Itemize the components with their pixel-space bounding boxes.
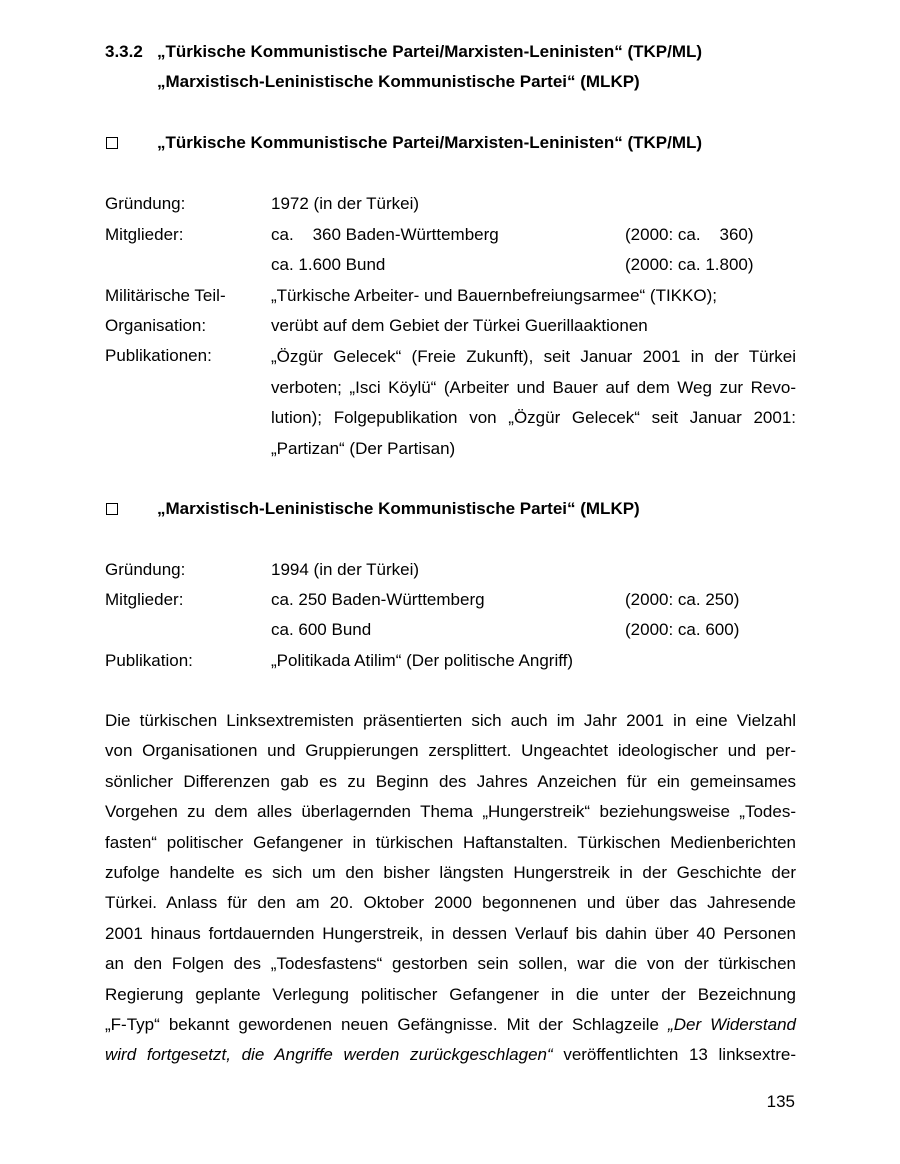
body-line: fasten“ politischer Gefangener in türkischen Haftanstalten. Türkischen Medienberichten	[105, 832, 796, 852]
body-line-12-end: veröffentlichten 13 linksextre-	[552, 1045, 796, 1065]
body-line: Regierung geplante Verlegung politischer Gefangener in die unter der Bezeichnung	[105, 984, 796, 1004]
body-line: Vorgehen zu dem alles überlagernden Thema „Hungerstreik“ beziehungsweise „Todes-	[105, 802, 796, 822]
body-line: an den Folgen des „Todesfastens“ gestorben sein sollen, war die von der türkischen	[105, 954, 796, 974]
section-number: 3.3.2	[105, 42, 143, 61]
body-line: Die türkischen Linksextremisten präsentierten sich auch im Jahr 2001 in eine Vielzahl	[105, 711, 796, 730]
body-line-mixed	[105, 1040, 796, 1070]
body-line-mixed	[105, 1010, 796, 1040]
checkbox-bullet-icon	[106, 137, 118, 149]
body-line: Türkei. Anlass für den am 20. Oktober 2000 begonnenen und über das Jahresende	[105, 893, 796, 913]
page-number: 135	[766, 1092, 795, 1111]
tkp-members-bund-row	[0, 255, 900, 285]
mlkp-members-row	[0, 590, 900, 620]
tkp-pub-line: „Partizan“ (Der Partisan)	[271, 438, 456, 458]
mlkp-heading: „Marxistisch-Leninistische Kommunistische Partei“ (MLKP)	[157, 499, 640, 518]
mlkp-founding-value: 1994 (in der Türkei)	[271, 560, 420, 579]
body-paragraph	[105, 706, 796, 1071]
tkp-heading: „Türkische Kommunistische Partei/Marxisten-Leninisten“ (TKP/ML)	[157, 133, 703, 152]
tkp-publications-label: Publikationen:	[105, 346, 212, 365]
tkp-pub-line: lution); Folgepublikation von „Özgür Gelecek“ seit Januar 2001:	[271, 408, 796, 427]
tkp-military-value-2: verübt auf dem Gebiet der Türkei Guerillaaktionen	[271, 316, 648, 335]
mlkp-members-bw-prev: (2000: ca. 250)	[625, 590, 740, 609]
checkbox-bullet-icon	[106, 503, 118, 515]
tkp-members-bund: ca. 1.600 Bund	[271, 255, 386, 274]
mlkp-publication-value: „Politikada Atilim“ (Der politische Angriff)	[271, 651, 574, 670]
tkp-founding-row	[0, 194, 900, 224]
mlkp-members-bund: ca. 600 Bund	[271, 620, 372, 639]
body-line: zufolge handelte es sich um den bisher längsten Hungerstreik in der Geschichte der	[105, 862, 796, 882]
section-title-line-1: „Türkische Kommunistische Partei/Marxisten-Leninisten“ (TKP/ML)	[157, 42, 703, 61]
body-line: von Organisationen und Gruppierungen zersplittert. Ungeachtet ideologischer und per-	[105, 741, 796, 761]
tkp-publications-value	[271, 342, 796, 464]
mlkp-publication-label: Publikation:	[105, 651, 193, 670]
mlkp-members-bund-prev: (2000: ca. 600)	[625, 620, 740, 639]
tkp-members-bw: ca. 360 Baden-Württemberg	[271, 225, 499, 244]
tkp-military-label-1: Militärische Teil-	[105, 286, 226, 305]
mlkp-publication-row	[0, 651, 900, 681]
body-line: sönlicher Differenzen gab es zu Beginn des Jahres Anzeichen für ein gemeinsames	[105, 771, 796, 791]
tkp-members-label: Mitglieder:	[105, 225, 184, 244]
body-line-12-italic: wird fortgesetzt, die Angriffe werden zurückgeschlagen“	[105, 1045, 553, 1065]
mlkp-founding-row	[0, 560, 900, 590]
tkp-pub-line: „Özgür Gelecek“ (Freie Zukunft), seit Januar 2001 in der Türkei	[271, 347, 796, 366]
body-line-11-italic: „Der Widerstand	[668, 1014, 797, 1034]
tkp-members-bund-prev: (2000: ca. 1.800)	[625, 255, 754, 274]
tkp-pub-line: verboten; „Isci Köylü“ (Arbeiter und Bauer auf dem Weg zur Revo-	[271, 377, 796, 397]
tkp-founding-value: 1972 (in der Türkei)	[271, 194, 420, 213]
body-line: 2001 hinaus fortdauernden Hungerstreik, in dessen Verlauf bis dahin über 40 Personen	[105, 923, 796, 943]
tkp-members-bw-prev: (2000: ca. 360)	[625, 225, 754, 244]
tkp-members-row	[0, 225, 900, 255]
tkp-military-value-1: „Türkische Arbeiter- und Bauernbefreiungsarmee“ (TIKKO);	[271, 286, 717, 305]
mlkp-members-bund-row	[0, 620, 900, 650]
body-line-11-start: „F-Typ“ bekannt gewordenen neuen Gefängnisse. Mit der Schlagzeile	[105, 1014, 669, 1034]
tkp-military-label-2: Organisation:	[105, 316, 207, 335]
mlkp-founding-label: Gründung:	[105, 560, 186, 579]
tkp-founding-label: Gründung:	[105, 194, 186, 213]
mlkp-members-bw: ca. 250 Baden-Württemberg	[271, 590, 485, 609]
tkp-military-row-1	[0, 286, 900, 316]
mlkp-members-label: Mitglieder:	[105, 590, 184, 609]
section-title-line-2: „Marxistisch-Leninistische Kommunistische Partei“ (MLKP)	[157, 72, 640, 91]
